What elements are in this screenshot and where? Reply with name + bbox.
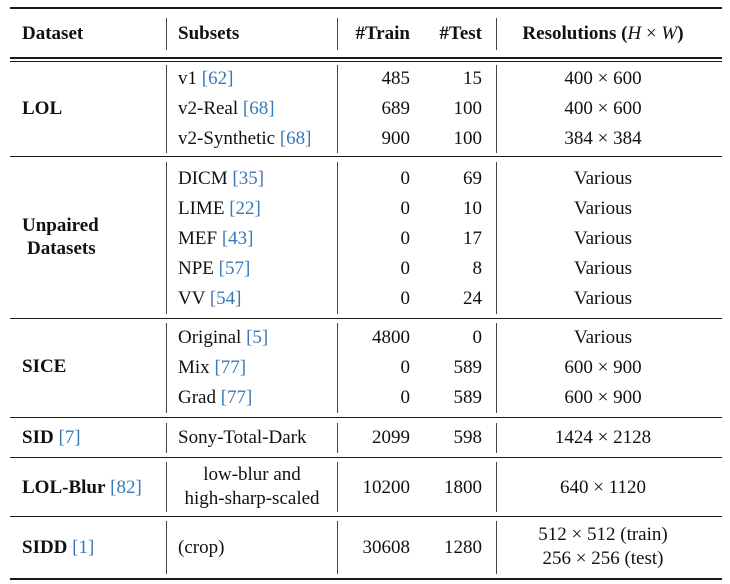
citation-link[interactable]: [77] (214, 357, 247, 378)
col-sep-1 (166, 462, 167, 512)
citation-link[interactable]: [5] (246, 327, 269, 348)
col-sep-1-header (166, 18, 167, 50)
citation-link[interactable]: [22] (229, 198, 261, 219)
train-cell: 2099 (372, 427, 410, 448)
subset-cell: Sony-Total-Dark (178, 427, 307, 448)
header-subsets: Subsets (178, 23, 240, 44)
subset-cell: NPE [57] (178, 258, 251, 279)
col-sep-2 (337, 423, 338, 453)
subset-cell: Grad [77] (178, 387, 253, 408)
citation-link[interactable]: [68] (279, 128, 312, 149)
dataset-name-sidd: SIDD [1] (22, 537, 95, 558)
test-cell: 1280 (444, 537, 482, 558)
test-cell: 0 (472, 327, 482, 348)
subset-cell: v2-Real [68] (178, 98, 275, 119)
subset-cell: VV [54] (178, 288, 242, 309)
test-cell: 17 (463, 228, 482, 249)
col-sep-2 (337, 462, 338, 512)
train-cell: 30608 (362, 537, 410, 558)
resolution-cell: 400 × 600 (564, 98, 642, 119)
test-cell: 1800 (444, 477, 482, 498)
train-cell: 900 (381, 128, 410, 149)
citation-link[interactable]: [77] (220, 387, 253, 408)
dataset-name-lolblur: LOL-Blur [82] (22, 477, 142, 498)
resolution-cell: 384 × 384 (564, 128, 642, 149)
train-cell: 0 (400, 168, 410, 189)
test-cell: 15 (463, 68, 482, 89)
header-train: #Train (355, 23, 410, 44)
resolution-cell: 512 × 512 (train) (538, 524, 668, 545)
top-rule (10, 7, 722, 9)
train-cell: 0 (400, 258, 410, 279)
resolution-cell: Various (573, 228, 633, 249)
test-cell: 598 (453, 427, 482, 448)
train-cell: 0 (400, 198, 410, 219)
train-cell: 689 (381, 98, 410, 119)
test-cell: 589 (453, 387, 482, 408)
train-cell: 0 (400, 228, 410, 249)
col-sep-2 (337, 323, 338, 413)
bottom-rule (10, 578, 722, 580)
subset-cell: Original [5] (178, 327, 269, 348)
col-sep-2 (337, 162, 338, 314)
subset-cell: low-blur and (203, 464, 301, 485)
citation-link[interactable]: [1] (67, 537, 95, 558)
citation-link[interactable]: [43] (221, 228, 254, 249)
resolution-cell: 600 × 900 (564, 387, 642, 408)
resolution-cell: 600 × 900 (564, 357, 642, 378)
col-sep-1 (166, 323, 167, 413)
citation-link[interactable]: [68] (242, 98, 275, 119)
citation-link[interactable]: [62] (201, 68, 234, 89)
train-cell: 0 (400, 387, 410, 408)
group-rule-lol (10, 156, 722, 157)
group-rule-sid (10, 457, 722, 458)
col-sep-1 (166, 162, 167, 314)
subset-cell-line2: high-sharp-scaled (184, 488, 320, 509)
subset-cell: DICM [35] (178, 168, 265, 189)
resolution-cell: Various (573, 258, 633, 279)
resolution-cell: Various (573, 288, 633, 309)
header-resolutions: Resolutions (H × W) (522, 23, 684, 44)
subset-cell: (crop) (178, 537, 225, 558)
resolution-cell: 1424 × 2128 (554, 427, 652, 448)
header-rule-2 (10, 61, 722, 62)
group-rule-sice (10, 417, 722, 418)
subset-cell: v2-Synthetic [68] (178, 128, 312, 149)
train-cell: 0 (400, 357, 410, 378)
col-sep-1 (166, 521, 167, 574)
resolution-cell: 400 × 600 (564, 68, 642, 89)
col-sep-2 (337, 521, 338, 574)
subset-cell: Mix [77] (178, 357, 247, 378)
citation-link[interactable]: [82] (105, 477, 142, 498)
header-test: #Test (439, 23, 482, 44)
train-cell: 485 (381, 68, 410, 89)
dataset-name-unpaired: Unpaired (22, 215, 99, 236)
col-sep-1 (166, 65, 167, 153)
header-rule (10, 57, 722, 59)
test-cell: 69 (463, 168, 482, 189)
test-cell: 100 (453, 128, 482, 149)
col-sep-2-header (337, 18, 338, 50)
test-cell: 10 (463, 198, 482, 219)
resolution-cell: 640 × 1120 (559, 477, 646, 498)
dataset-name-unpaired-line2: Datasets (27, 238, 96, 259)
test-cell: 589 (453, 357, 482, 378)
group-rule-unpaired (10, 318, 722, 319)
dataset-name-sid: SID [7] (22, 427, 81, 448)
header-dataset: Dataset (22, 23, 84, 44)
train-cell: 4800 (372, 327, 410, 348)
test-cell: 100 (453, 98, 482, 119)
resolution-cell: Various (573, 168, 633, 189)
resolution-cell: Various (573, 327, 633, 348)
dataset-name-sice: SICE (22, 356, 67, 377)
citation-link[interactable]: [7] (53, 427, 81, 448)
resolution-cell-line2: 256 × 256 (test) (542, 548, 664, 569)
train-cell: 10200 (362, 477, 410, 498)
group-rule-lolblur (10, 516, 722, 517)
citation-link[interactable]: [57] (218, 258, 251, 279)
test-cell: 24 (463, 288, 482, 309)
subset-cell: LIME [22] (178, 198, 261, 219)
col-sep-2 (337, 65, 338, 153)
citation-link[interactable]: [35] (232, 168, 265, 189)
col-sep-1 (166, 423, 167, 453)
test-cell: 8 (472, 258, 482, 279)
citation-link[interactable]: [54] (209, 288, 242, 309)
subset-cell: v1 [62] (178, 68, 234, 89)
subset-cell: MEF [43] (178, 228, 254, 249)
dataset-name-lol: LOL (22, 98, 63, 119)
resolution-cell: Various (573, 198, 633, 219)
train-cell: 0 (400, 288, 410, 309)
